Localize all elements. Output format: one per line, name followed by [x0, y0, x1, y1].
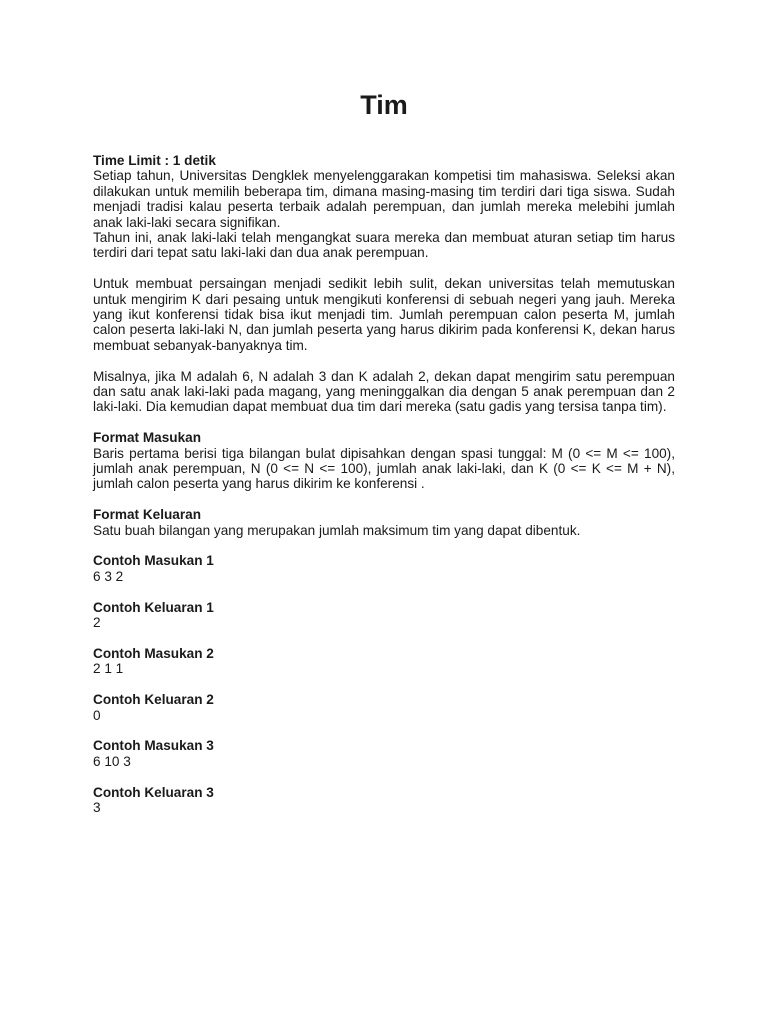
example-value-4: 0 [93, 707, 101, 723]
intro-paragraph-1: Setiap tahun, Universitas Dengklek menyelenggarakan kompetisi tim mahasiswa. Seleksi akan dilakukan untuk memilih beberapa tim, dimana masing-masing tim terdiri dari tiga siswa. Sudah menjadi tradisi kalau peserta terbaik adalah perempuan, dan jumlah mereka melebihi jumlah anak laki-laki secara signifikan. [93, 168, 675, 230]
input-format-section [93, 430, 675, 507]
example-section [93, 553, 675, 815]
example-heading-3: Contoh Masukan 2 [93, 645, 214, 661]
example-heading-2: Contoh Keluaran 1 [93, 599, 214, 615]
time-limit: Time Limit : 1 detik [93, 153, 216, 168]
example-value-5: 6 10 3 [93, 753, 131, 769]
input-format-heading: Format Masukan [93, 430, 202, 446]
output-format-text: Satu buah bilangan yang merupakan jumlah maksimum tim yang dapat dibentuk. [93, 522, 581, 538]
example-heading-5: Contoh Masukan 3 [93, 738, 214, 754]
intro-paragraph-2: Tahun ini, anak laki-laki telah mengangkat suara mereka dan membuat aturan setiap tim harus terdiri dari tepat satu laki-laki dan dua anak perempuan. [93, 230, 675, 261]
example-value-2: 2 [93, 615, 101, 631]
example-value-3: 2 1 1 [93, 661, 124, 677]
problem-statement [93, 153, 675, 430]
output-format-section [93, 507, 675, 553]
page-title: Tim [360, 90, 408, 120]
intro-paragraph-3: Untuk membuat persaingan menjadi sedikit lebih sulit, dekan universitas telah memutuskan untuk mengirim K dari pesaing untuk mengikuti konferensi di sebuah negeri yang jauh. Mereka yang ikut konferensi tidak bisa ikut menjadi tim. Jumlah perempuan calon peserta M, jumlah calon peserta laki-laki N, dan jumlah peserta yang harus dikirim pada konferensi K, dekan harus membuat sebanyak-banyaknya tim. [93, 276, 675, 353]
document-page [93, 88, 675, 815]
example-heading-1: Contoh Masukan 1 [93, 553, 214, 569]
example-value-1: 6 3 2 [93, 568, 124, 584]
output-format-heading: Format Keluaran [93, 507, 202, 523]
intro-paragraph-4: Misalnya, jika M adalah 6, N adalah 3 dan K adalah 2, dekan dapat mengirim satu perempuan dan satu anak laki-laki pada magang, yang meninggalkan dia dengan 5 anak perempuan dan 2 laki-laki. Dia kemudian dapat membuat dua tim dari mereka (satu gadis yang tersisa tanpa tim). [93, 368, 675, 415]
example-heading-4: Contoh Keluaran 2 [93, 692, 214, 708]
example-heading-6: Contoh Keluaran 3 [93, 784, 214, 800]
input-format-text: Baris pertama berisi tiga bilangan bulat dipisahkan dengan spasi tunggal: M (0 <= M <= 100), jumlah anak perempuan, N (0 <= N <= 100), jumlah anak laki-laki, dan K (0 <= K <= M + N), jumlah calon peserta yang harus dikirim ke konferensi . [93, 445, 675, 492]
example-value-6: 3 [93, 799, 101, 815]
